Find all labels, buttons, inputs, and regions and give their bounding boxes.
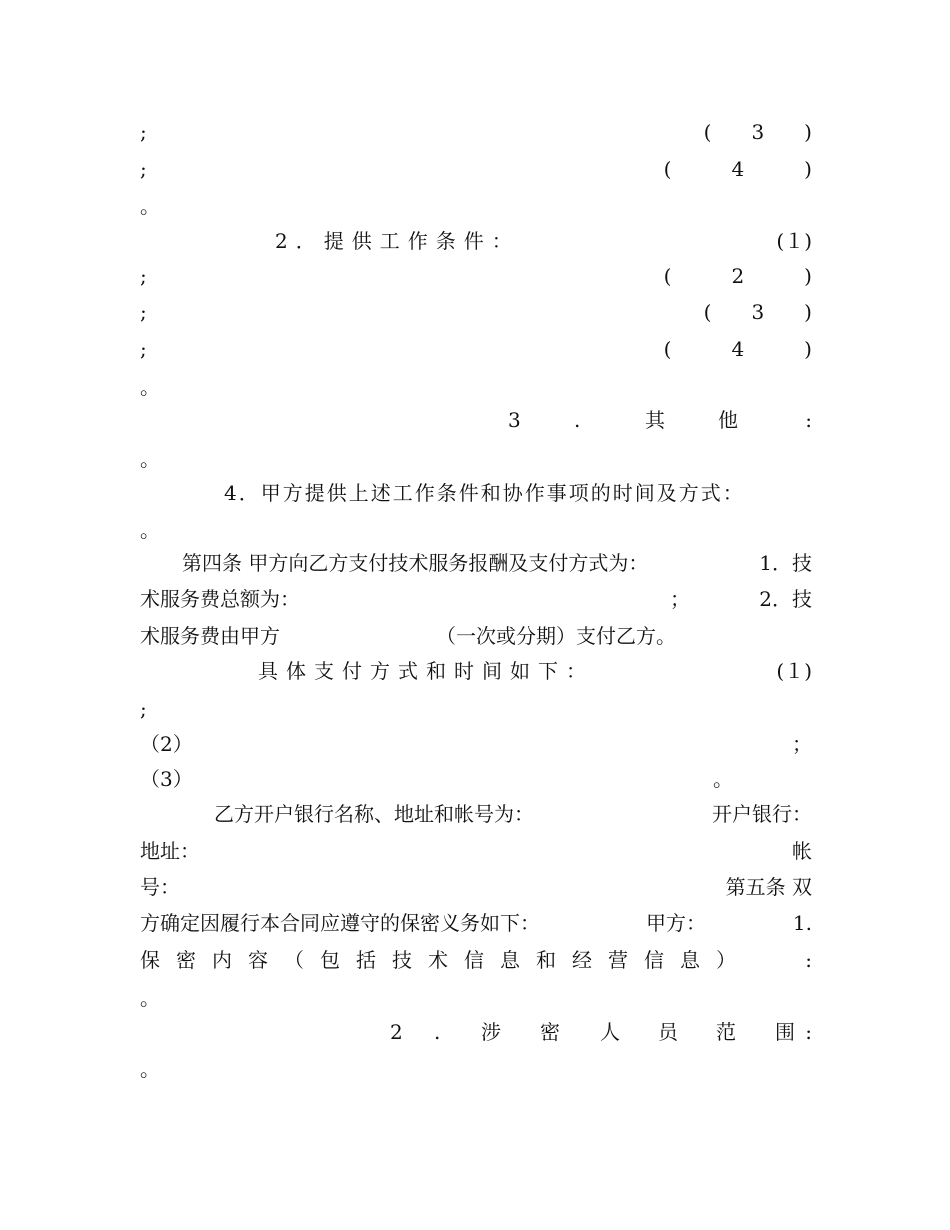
line-text: ; [140,157,147,181]
text-line [140,515,812,545]
line-text: 。 [713,767,733,791]
text-line [140,872,812,902]
text-line [140,334,812,364]
line-text: 术服务费总额为： [140,587,300,611]
line-text: 保密内容（包括技术信息和经营信息） [140,948,752,972]
line-text: : [805,948,812,972]
text-line [140,584,812,614]
text-line [140,297,812,327]
line-text: ; [140,697,147,721]
line-text: 他 [718,408,738,432]
line-text: 2．提供工作条件： [275,229,520,253]
text-line [140,444,812,474]
line-text: 1. [792,911,812,935]
line-text: ; [140,300,147,324]
text-line [140,945,812,975]
text-line [140,548,812,578]
line-text: ; [140,337,147,361]
line-text: (１) [776,659,812,683]
line-text: 。 [140,375,160,399]
line-text: ( 4 ) [663,337,812,361]
line-text: （2） [140,732,193,756]
line-text: 范 [716,1020,736,1044]
line-text: 1．技 [759,551,812,575]
line-text: 。 [140,986,160,1010]
line-text: : [805,408,812,432]
text-line [140,729,812,759]
line-text: 2．技 [759,587,812,611]
line-text: （3） [140,767,193,791]
line-text: 。 [140,518,160,542]
line-text: ( 4 ) [663,157,812,181]
text-line [140,694,812,724]
line-text: 甲方： [646,911,706,935]
text-line [140,117,812,147]
line-text: 涉 [481,1020,501,1044]
text-line [140,372,812,402]
line-text: 围 [775,1020,795,1044]
line-text: （一次或分期）支付乙方。 [436,624,676,648]
line-text: 方确定因履行本合同应遵守的保密义务如下： [140,911,540,935]
text-line [140,983,812,1013]
line-text: 号： [140,875,180,899]
line-text: 人 [600,1020,620,1044]
line-text: ； [670,587,690,611]
line-text: ( 2 ) [663,264,812,288]
text-line [140,1054,812,1084]
text-line [140,908,812,938]
text-line [140,478,812,508]
text-line [140,261,812,291]
text-line [140,154,812,184]
text-line [140,405,812,435]
line-text: 第四条 甲方向乙方支付技术服务报酬及支付方式为： [182,551,649,575]
text-line [140,191,812,221]
line-text: (１) [776,229,812,253]
line-text: . [434,1020,441,1044]
line-text: : [805,1020,812,1044]
line-text: 第五条 双 [725,875,812,899]
line-text: 2 [390,1020,403,1044]
line-text: 其 [645,408,665,432]
line-text: 开户银行： [712,802,812,826]
line-text: ; [140,120,147,144]
text-line [140,836,812,866]
text-line [140,226,812,256]
line-text: 密 [540,1020,560,1044]
line-text: 乙方开户银行名称、地址和帐号为： [214,802,534,826]
text-line [140,764,812,794]
line-text: ( 3 ) [703,300,812,324]
line-text: 员 [658,1020,678,1044]
text-line [140,656,812,686]
line-text: 。 [140,194,160,218]
line-text: 3 [508,408,521,432]
line-text: 。 [140,447,160,471]
text-line [140,799,812,829]
line-text: 帐 [792,839,812,863]
line-text: 4．甲方提供上述工作条件和协作事项的时间及方式： [224,481,745,505]
line-text: ； [792,732,812,756]
line-text: 具体支付方式和时间如下： [258,659,594,683]
line-text: 地址： [140,839,200,863]
line-text: ( 3 ) [703,120,812,144]
line-text: 。 [140,1057,160,1081]
text-line [140,1017,812,1047]
line-text: 术服务费由甲方 [140,624,280,648]
line-text: ; [140,264,147,288]
text-line [140,621,812,651]
line-text: . [574,408,581,432]
